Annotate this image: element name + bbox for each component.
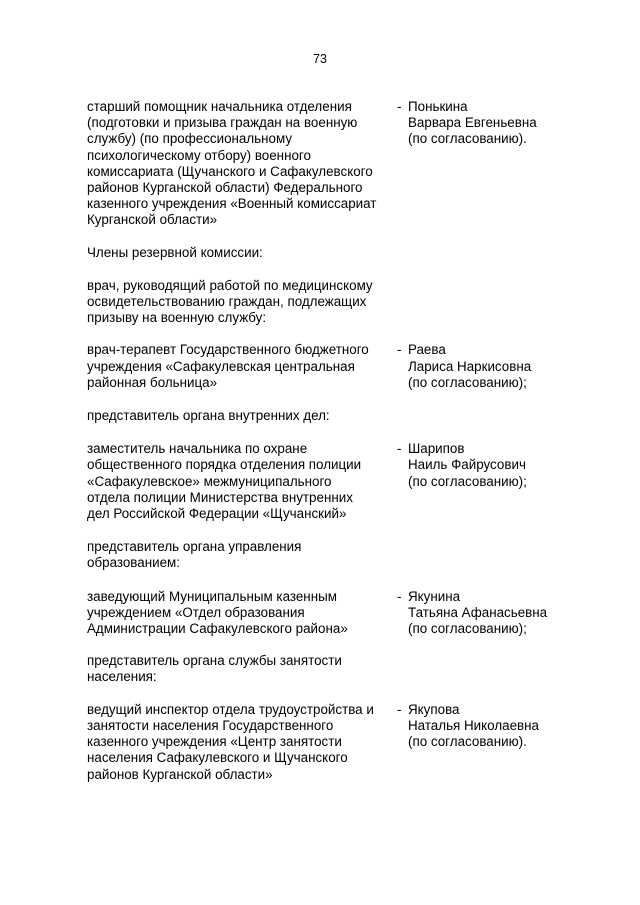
name-line: Татьяна Афанасьевна — [408, 604, 548, 620]
heading-line: освидетельствованию граждан, подлежащих — [87, 294, 367, 310]
name-line: Наталья Николаевна — [408, 717, 539, 733]
position-line: заведующий Муниципальным казенным — [87, 588, 337, 604]
member-name-block — [397, 702, 539, 783]
heading-line: врач, руководящий работой по медицинскому — [87, 277, 373, 293]
member-position — [87, 702, 391, 783]
position-line: общественного порядка отделения полиции — [87, 457, 362, 473]
page-number: 73 — [313, 52, 327, 66]
dash-separator: - — [397, 441, 402, 457]
heading-line: представитель органа службы занятости — [87, 653, 342, 669]
member-name-block — [397, 342, 531, 391]
section-heading — [87, 408, 547, 424]
name-line: Якунина — [408, 588, 461, 604]
section-heading — [87, 653, 547, 685]
document-body — [87, 83, 547, 783]
position-line: ведущий инспектор отдела трудоустройства и — [87, 701, 374, 717]
member-name-block — [397, 589, 547, 638]
section-heading — [87, 245, 547, 261]
member-name — [408, 99, 537, 229]
position-line: старший помощник начальника отделения — [87, 99, 352, 114]
name-line: Наиль Файрусович — [408, 457, 526, 473]
commission-member-entry — [87, 342, 547, 391]
position-line: казенного учреждения «Центр занятости — [87, 734, 342, 750]
position-line: Курганской области» — [87, 212, 218, 228]
position-line: районов Курганской области» — [87, 766, 273, 782]
member-name — [408, 342, 531, 391]
member-position — [87, 589, 391, 638]
position-line: районов Курганской области) Федерального — [87, 180, 363, 196]
position-line: отдела полиции Министерства внутренних — [87, 489, 353, 505]
name-line: (по согласованию); — [408, 473, 527, 489]
name-line: (по согласованию); — [408, 621, 527, 637]
name-line: Якупова — [408, 701, 460, 717]
commission-member-entry — [87, 702, 547, 783]
commission-member-entry — [87, 99, 547, 229]
name-line: (по согласованию). — [408, 734, 527, 750]
position-line: психологическому отбору) военного — [87, 147, 311, 163]
name-line: Варвара Евгеньевна — [408, 115, 537, 131]
heading-line: представитель органа управления — [87, 539, 302, 555]
heading-line: представитель органа внутренних дел: — [87, 408, 330, 424]
position-line: Администрации Сафакулевского района» — [87, 621, 348, 637]
heading-line: образованием: — [87, 555, 180, 571]
name-line: (по согласованию); — [408, 374, 527, 390]
member-name — [408, 441, 527, 522]
member-position — [87, 99, 391, 229]
dash-separator: - — [397, 342, 402, 358]
member-name-block — [397, 99, 537, 229]
section-heading — [87, 278, 547, 327]
name-line: Раева — [408, 342, 446, 358]
member-name-block — [397, 441, 527, 522]
commission-member-entry — [87, 441, 547, 522]
member-name — [408, 702, 539, 783]
position-line: дел Российской Федерации «Щучанский» — [87, 506, 347, 522]
section-heading — [87, 539, 547, 571]
member-position — [87, 441, 391, 522]
position-line: занятости населения Государственного — [87, 717, 334, 733]
position-line: учреждением «Отдел образования — [87, 604, 305, 620]
name-line: Понькина — [408, 99, 468, 114]
heading-line: населения: — [87, 669, 157, 685]
dash-separator: - — [397, 701, 402, 717]
position-line: заместитель начальника по охране — [87, 441, 308, 457]
position-line: «Сафакулевское» межмуниципального — [87, 473, 332, 489]
name-line: Лариса Наркисовна — [408, 358, 532, 374]
commission-member-entry — [87, 589, 547, 638]
position-line: районная больница» — [87, 374, 218, 390]
heading-line: Члены резервной комиссии: — [87, 244, 263, 260]
member-position — [87, 342, 391, 391]
position-line: учреждения «Сафакулевская центральная — [87, 358, 355, 374]
position-line: (подготовки и призыва граждан на военную — [87, 115, 358, 131]
heading-line: призыву на военную службу: — [87, 310, 267, 326]
position-line: казенного учреждения «Военный комиссариат — [87, 196, 377, 212]
position-line: населения Сафакулевского и Щучанского — [87, 750, 348, 766]
name-line: (по согласованию). — [408, 131, 527, 147]
member-name — [408, 589, 547, 638]
position-line: врач-терапевт Государственного бюджетного — [87, 342, 369, 358]
dash-separator: - — [397, 588, 402, 604]
position-line: комиссариата (Щучанского и Сафакулевского — [87, 163, 373, 179]
dash-separator: - — [397, 99, 402, 114]
name-line: Шарипов — [408, 441, 465, 457]
position-line: службу) (по профессиональному — [87, 131, 293, 147]
